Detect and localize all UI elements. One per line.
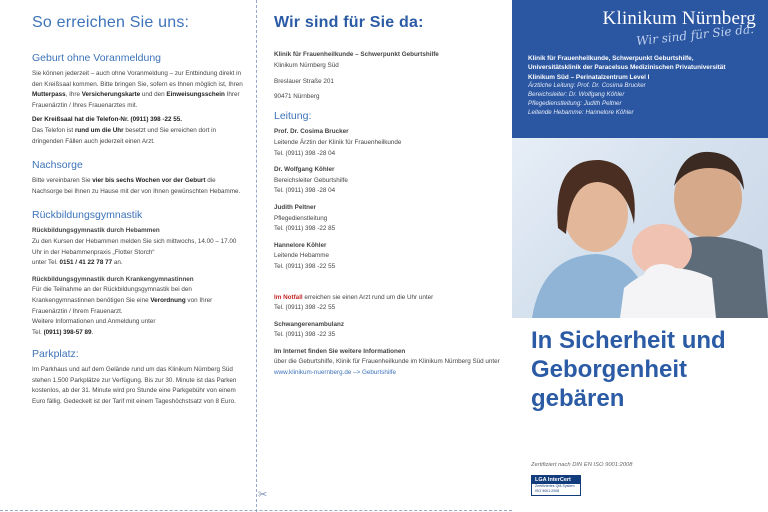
middle-column [256, 0, 512, 512]
info-line: Pflegedienstleitung: Judith Peltner [528, 99, 622, 107]
web-text: über die Geburtshilfe, Klinik für Frauenheilkunde im Klinikum Nürnberg Süd unter www.klinikum-nuernberg.de –> Geburtshilfe [274, 358, 500, 377]
cert-logo-line: Zertifiziertes QM-System [535, 484, 575, 488]
birth-text: Sie können jederzeit – auch ohne Voranmeldung – zur Entbindung direkt in den Kreißsaal kommen. Bitte bringen Sie, sofern es Ihnen möglich ist, Ihren Mutterpass, Ihre Versicherungskarte und den Einweisungsschein Ihrer Frauenärztin / Ihres Frauenarztes mit. [32, 70, 243, 109]
contact-card [274, 203, 504, 235]
info-line: Ärztliche Leitung: Prof. Dr. Cosima Brucker [528, 82, 646, 90]
cert-logo-line: ISO 9001:2008 [535, 489, 560, 493]
family-photo [512, 138, 768, 318]
contact-name: Dr. Wolfgang Köhler [274, 166, 335, 174]
contact-card [274, 241, 504, 273]
antenatal-clinic-phone: Tel. (0911) 398 -22 35 [274, 331, 336, 339]
right-column [512, 0, 768, 512]
main-slogan: In Sicherheit und Geborgenheit gebären [531, 327, 726, 412]
birth-heading: Geburt ohne Voranmeldung [32, 52, 162, 64]
contact-title: So erreichen Sie uns: [32, 14, 190, 31]
clinic-name-bold: Klinik für Frauenheilkunde – Schwerpunkt Geburtshilfe [274, 51, 439, 58]
parking-text: Im Parkhaus und auf dem Gelände rund um das Klinikum Nürnberg Süd stehen 1.500 Parkplätze zur Verfügung. Bis zur 30. Minute ist das Parken kostenlos, ab der 31. Minute wird pro Stunde eine Parkgebühr von einem Euro fällig. Gedeckelt ist der Tarif mit einem Tageshöchstsatz von 8 Euro. [32, 366, 237, 406]
brand-header [512, 0, 768, 138]
delivery-room-text: Der Kreißsaal hat die Telefon-Nr. (0911) 398 -22 55. Das Telefon ist rund um die Uhr besetzt und Sie erreichen dort in dringenden Fällen auch jederzeit einen Arzt. [32, 116, 216, 145]
contact-phone: Tel. (0911) 398 -22 55 [274, 262, 336, 270]
family-photo-illustration [512, 138, 768, 318]
info-line: Leitende Hebamme: Hannelore Köhler [528, 108, 634, 116]
leadership-heading: Leitung: [274, 110, 312, 123]
contact-role: Leitende Hebamme [274, 252, 329, 260]
contact-phone: Tel. (0911) 398 -28 04 [274, 149, 336, 157]
contact-card [274, 165, 504, 197]
brand-slogan: Wir sind für Sie da. [635, 21, 755, 49]
scissors-icon: ✂ [258, 489, 268, 501]
clinic-name: Klinikum Nürnberg Süd [274, 61, 339, 69]
contact-role: Bereichsleiter Geburtshilfe [274, 176, 348, 184]
cert-logo-title: LGA InterCert [532, 476, 580, 484]
emergency-phone: Tel. (0911) 398 -22 55 [274, 304, 336, 312]
emergency-text: Im Notfall erreichen sie einen Arzt rund um die Uhr unter [274, 293, 434, 301]
left-column [0, 0, 256, 512]
brand-logo: Klinikum Nürnberg [602, 8, 756, 29]
recovery-midwives-text: Zu den Kursen der Hebammen melden Sie sich mittwochs, 14.00 – 17.00 Uhr in der Hebammenpraxis „Flotter Storch“ unter Tel. 0151 / 41 22 78 77 an. [32, 237, 237, 267]
contact-phone: Tel. (0911) 398 -22 85 [274, 225, 336, 233]
contact-card [274, 127, 504, 159]
website-link[interactable]: www.klinikum-nuernberg.de –> Geburtshilfe [274, 369, 396, 377]
aftercare-heading: Nachsorge [32, 159, 83, 172]
contact-name: Hannelore Köhler [274, 241, 327, 249]
info-line: Bereichsleiter: Dr. Wolfgang Köhler [528, 91, 625, 99]
city: 90471 Nürnberg [274, 92, 320, 100]
info-line: Klinik für Frauenheilkunde, Schwerpunkt Geburtshilfe, [528, 55, 694, 62]
recovery-physio-text: Für die Teilnahme an der Rückbildungsgymnastik bei den Krankengymnastinnen benötigen Sie eine Verordnung von Ihrer Frauenärztin / Ihrem Frauenarzt. Weitere Informationen und Anmeldung unter Tel. (0911) 398-57 89. [32, 286, 213, 336]
parking-heading: Parkplatz: [32, 348, 79, 361]
contact-role: Pflegedienstleitung [274, 214, 328, 222]
certification-text: Zertifiziert nach DIN EN ISO 9001:2008 [531, 462, 633, 468]
team-title: Wir sind für Sie da: [274, 14, 424, 31]
clinic-info [528, 54, 760, 117]
contact-name: Prof. Dr. Cosima Brucker [274, 128, 349, 136]
contact-role: Leitende Ärztin der Klinik für Frauenheilkunde [274, 138, 402, 146]
street: Breslauer Straße 201 [274, 78, 334, 86]
contact-list [274, 127, 504, 272]
recovery-sub-physio: Rückbildungsgymnastik durch Krankengymnastinnen [32, 275, 194, 283]
recovery-heading: Rückbildungsgymnastik [32, 209, 143, 222]
info-line: Klinikum Süd – Perinatalzentrum Level I [528, 73, 650, 81]
certification-logo [531, 475, 581, 496]
aftercare-text: Bitte vereinbaren Sie vier bis sechs Wochen vor der Geburt die Nachsorge bei Ihnen zu Hause mit der von Ihnen gewünschten Hebamme. [32, 177, 241, 195]
antenatal-clinic-heading: Schwangerenambulanz [274, 320, 344, 328]
info-line: Universitätsklinik der Paracelsus Medizinischen Privatuniversität [528, 64, 726, 72]
contact-phone: Tel. (0911) 398 -28 04 [274, 187, 336, 195]
web-heading: Im Internet finden Sie weitere Informationen [274, 347, 406, 355]
contact-name: Judith Peltner [274, 203, 316, 211]
recovery-sub-midwives: Rückbildungsgymnastik durch Hebammen [32, 227, 160, 235]
